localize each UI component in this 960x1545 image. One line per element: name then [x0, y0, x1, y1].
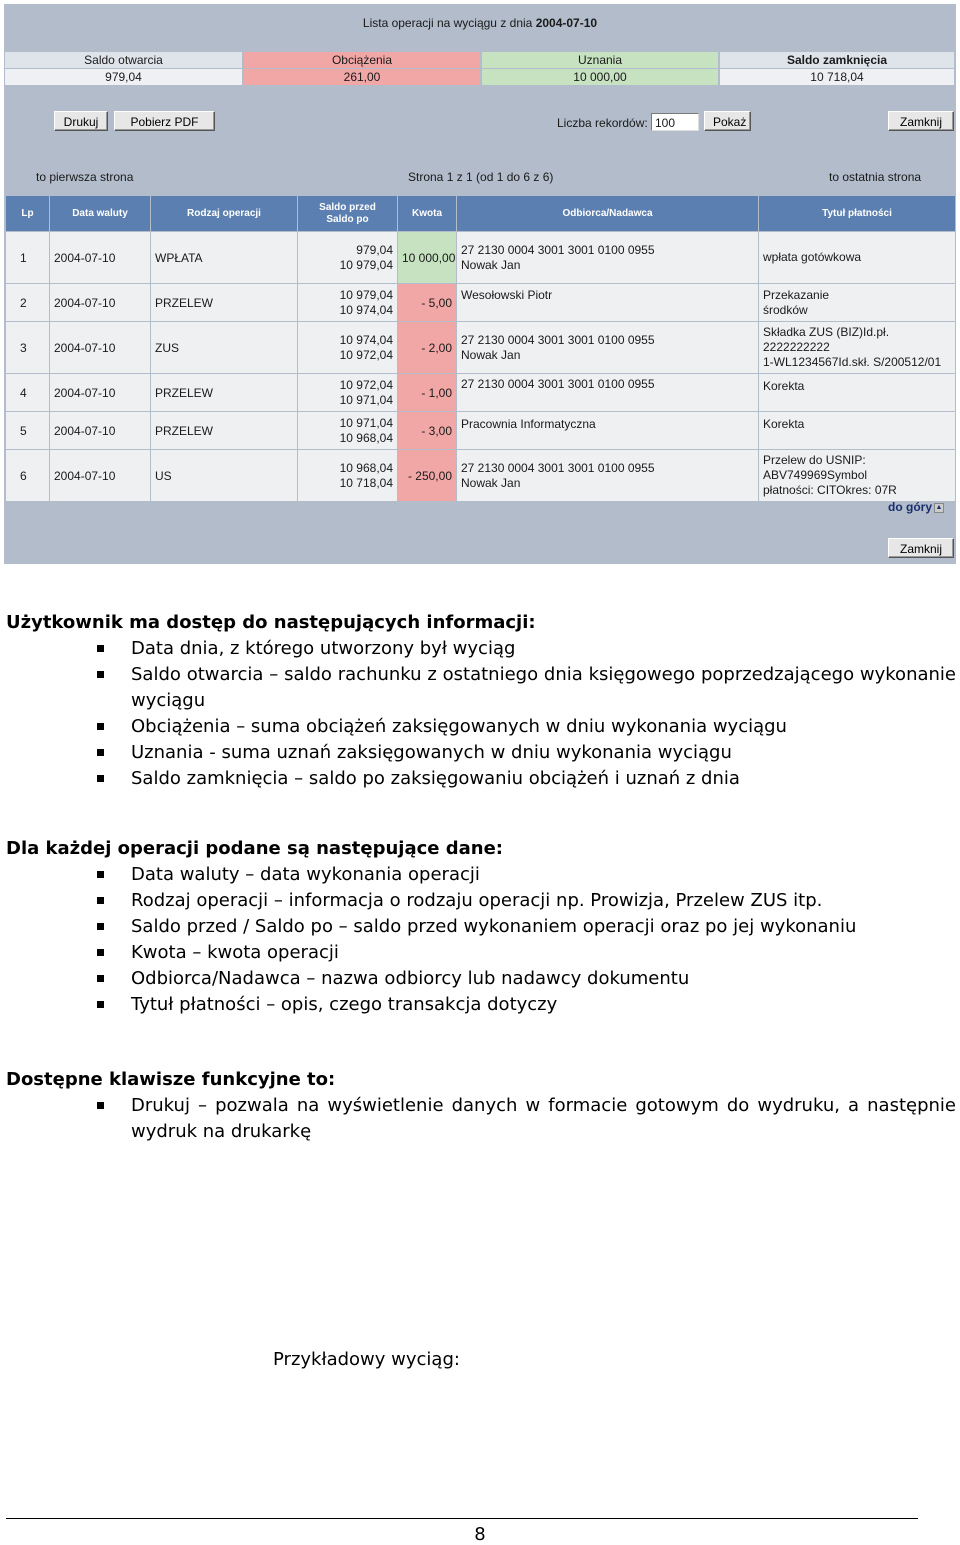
row-date: 2004-07-10: [50, 450, 151, 502]
row-lp: 3: [6, 322, 50, 374]
row-lp: 5: [6, 412, 50, 450]
row-date: 2004-07-10: [50, 374, 151, 412]
list-item: Data dnia, z którego utworzony był wyciąg: [0, 636, 960, 662]
panel-title-date: 2004-07-10: [535, 16, 598, 30]
row-amount: - 2,00: [398, 322, 457, 374]
list-item: Saldo przed / Saldo po – saldo przed wykonaniem operacji oraz po jej wykonaniu: [0, 914, 960, 940]
row-party: [457, 412, 759, 450]
row-balance-after: 10 968,04: [339, 430, 393, 445]
arrow-up-icon: ▲: [935, 503, 943, 511]
row-lp: 6: [6, 450, 50, 502]
row-balance-after: 10 972,04: [339, 347, 393, 362]
col-lp[interactable]: Lp: [6, 196, 50, 232]
credits-value: 10 000,00: [481, 69, 719, 86]
page-number: 8: [474, 1524, 486, 1545]
row-title-line1: Składka ZUS (BIZ)Id.pł.: [763, 325, 890, 339]
col-amount[interactable]: Kwota: [398, 196, 457, 232]
row-balance-before: 10 971,04: [339, 415, 393, 430]
row-title-line2: ABV749969Symbol: [763, 468, 868, 482]
row-title-line2: środków: [763, 302, 808, 317]
row-date: 2004-07-10: [50, 284, 151, 322]
row-title-line1: Korekta: [763, 417, 805, 431]
row-title-line3: płatności: CITOkres: 07R: [763, 483, 897, 497]
row-balance: [298, 412, 398, 450]
records-count-input[interactable]: 100: [651, 113, 699, 131]
row-balance: [298, 374, 398, 412]
row-title-line2: 2222222222: [763, 340, 830, 354]
operation-data-list: [0, 862, 960, 1018]
row-type: US: [151, 450, 298, 502]
col-operation-type[interactable]: Rodzaj operacji: [151, 196, 298, 232]
row-party: [457, 284, 759, 322]
row-type: PRZELEW: [151, 412, 298, 450]
row-title: [759, 450, 956, 502]
example-label: Przykładowy wyciąg:: [273, 1349, 460, 1370]
row-balance-before: 10 979,04: [339, 287, 393, 302]
closing-balance-header: Saldo zamknięcia: [719, 52, 955, 69]
row-party-line1: Wesołowski Piotr: [461, 288, 553, 302]
list-item: Obciążenia – suma obciążeń zaksięgowanych w dniu wykonania wyciągu: [0, 714, 960, 740]
row-balance-before: 979,04: [356, 242, 393, 257]
debits-header: Obciążenia: [243, 52, 481, 69]
row-balance-before: 10 968,04: [339, 460, 393, 475]
debits-value: 261,00: [243, 69, 481, 86]
row-title: [759, 412, 956, 450]
row-balance-after: 10 971,04: [339, 392, 393, 407]
list-item: Saldo otwarcia – saldo rachunku z ostatniego dnia księgowego poprzedzającego wykonanie wyciągu: [0, 662, 960, 714]
row-title-line3: 1-WL1234567Id.skł. S/200512/01: [763, 355, 942, 369]
page-info: Strona 1 z 1 (od 1 do 6 z 6): [408, 170, 554, 184]
row-balance-before: 10 972,04: [339, 377, 393, 392]
row-balance-after: 10 979,04: [339, 257, 393, 272]
row-balance-after: 10 718,04: [339, 475, 393, 490]
row-party-line1: 27 2130 0004 3001 3001 0100 0955: [461, 460, 655, 475]
col-balance[interactable]: [298, 196, 398, 232]
col-balance-label: Saldo przed Saldo po: [319, 201, 376, 225]
row-party-line1: Pracownia Informatyczna: [461, 417, 596, 431]
close-button-bottom[interactable]: Zamknij: [888, 538, 954, 558]
opening-balance-header: Saldo otwarcia: [5, 52, 243, 69]
row-party-line1: 27 2130 0004 3001 3001 0100 0955: [461, 377, 655, 391]
row-amount: 10 000,00: [398, 232, 457, 284]
show-button[interactable]: Pokaż: [704, 111, 751, 131]
close-button[interactable]: Zamknij: [888, 111, 954, 131]
footer-divider: [6, 1518, 918, 1519]
row-title-line1: Przelew do USNIP:: [763, 453, 866, 467]
table-row[interactable]: [6, 284, 956, 322]
row-amount: - 250,00: [398, 450, 457, 502]
section-title-operation-data: Dla każdej operacji podane są następujące dane:: [6, 838, 504, 859]
closing-balance-value: 10 718,04: [719, 69, 955, 86]
row-lp: 1: [6, 232, 50, 284]
row-title-line1: wpłata gotówkowa: [763, 250, 862, 264]
row-title: [759, 232, 956, 284]
table-row[interactable]: [6, 450, 956, 502]
list-item: Odbiorca/Nadawca – nazwa odbiorcy lub nadawcy dokumentu: [0, 966, 960, 992]
row-amount: - 5,00: [398, 284, 457, 322]
list-item: Saldo zamknięcia – saldo po zaksięgowaniu obciążeń i uznań z dnia: [0, 766, 960, 792]
row-lp: 4: [6, 374, 50, 412]
row-party: [457, 232, 759, 284]
row-title: [759, 374, 956, 412]
row-amount: - 1,00: [398, 374, 457, 412]
row-date: 2004-07-10: [50, 322, 151, 374]
info-list: [0, 636, 960, 792]
statement-panel: [4, 4, 956, 564]
row-type: PRZELEW: [151, 374, 298, 412]
table-row[interactable]: [6, 374, 956, 412]
panel-title: [4, 16, 956, 30]
table-row[interactable]: [6, 322, 956, 374]
table-row[interactable]: [6, 232, 956, 284]
section-title-function-keys: Dostępne klawisze funkcyjne to:: [6, 1069, 336, 1090]
row-date: 2004-07-10: [50, 412, 151, 450]
back-to-top-label: do góry: [888, 500, 932, 514]
print-button[interactable]: Drukuj: [54, 111, 108, 131]
row-type: ZUS: [151, 322, 298, 374]
row-amount: - 3,00: [398, 412, 457, 450]
row-balance: [298, 450, 398, 502]
credits-header: Uznania: [481, 52, 719, 69]
row-party-line2: Nowak Jan: [461, 347, 521, 362]
operations-table: [5, 195, 956, 502]
list-item: Data waluty – data wykonania operacji: [0, 862, 960, 888]
list-item: Tytuł płatności – opis, czego transakcja dotyczy: [0, 992, 960, 1018]
row-title: [759, 322, 956, 374]
operations-header-row: [6, 196, 956, 232]
list-item: Kwota – kwota operacji: [0, 940, 960, 966]
list-item: Drukuj – pozwala na wyświetlenie danych w formacie gotowym do wydruku, a następnie wydruk na drukarkę: [0, 1093, 960, 1145]
row-balance-after: 10 974,04: [339, 302, 393, 317]
row-party-line2: Nowak Jan: [461, 257, 521, 272]
row-type: PRZELEW: [151, 284, 298, 322]
col-value-date[interactable]: Data waluty: [50, 196, 151, 232]
table-row[interactable]: [6, 412, 956, 450]
row-title: [759, 284, 956, 322]
section-title-info: Użytkownik ma dostęp do następujących informacji:: [6, 612, 536, 633]
col-title[interactable]: Tytuł płatności: [759, 196, 956, 232]
opening-balance-value: 979,04: [5, 69, 243, 86]
row-party: [457, 374, 759, 412]
last-page-link[interactable]: to ostatnia strona: [829, 170, 922, 184]
back-to-top-link[interactable]: [888, 500, 944, 514]
records-label: Liczba rekordów:: [557, 116, 648, 130]
row-party: [457, 450, 759, 502]
row-party-line1: 27 2130 0004 3001 3001 0100 0955: [461, 242, 655, 257]
row-party-line2: Nowak Jan: [461, 475, 521, 490]
row-balance: [298, 322, 398, 374]
panel-title-prefix: Lista operacji na wyciągu z dnia: [362, 16, 533, 30]
function-keys-list: [0, 1093, 960, 1145]
row-party-line1: 27 2130 0004 3001 3001 0100 0955: [461, 332, 655, 347]
list-item: Uznania - suma uznań zaksięgowanych w dniu wykonania wyciągu: [0, 740, 960, 766]
row-balance: [298, 232, 398, 284]
row-balance: [298, 284, 398, 322]
row-lp: 2: [6, 284, 50, 322]
first-page-link[interactable]: to pierwsza strona: [36, 170, 134, 184]
list-item: Rodzaj operacji – informacja o rodzaju operacji np. Prowizja, Przelew ZUS itp.: [0, 888, 960, 914]
row-balance-before: 10 974,04: [339, 332, 393, 347]
row-title-line1: Przekazanie: [763, 287, 830, 302]
row-title-line1: Korekta: [763, 379, 805, 393]
col-party[interactable]: Odbiorca/Nadawca: [457, 196, 759, 232]
summary-table: [5, 52, 956, 86]
row-type: WPŁATA: [151, 232, 298, 284]
row-date: 2004-07-10: [50, 232, 151, 284]
download-pdf-button[interactable]: Pobierz PDF: [114, 111, 215, 131]
row-party: [457, 322, 759, 374]
